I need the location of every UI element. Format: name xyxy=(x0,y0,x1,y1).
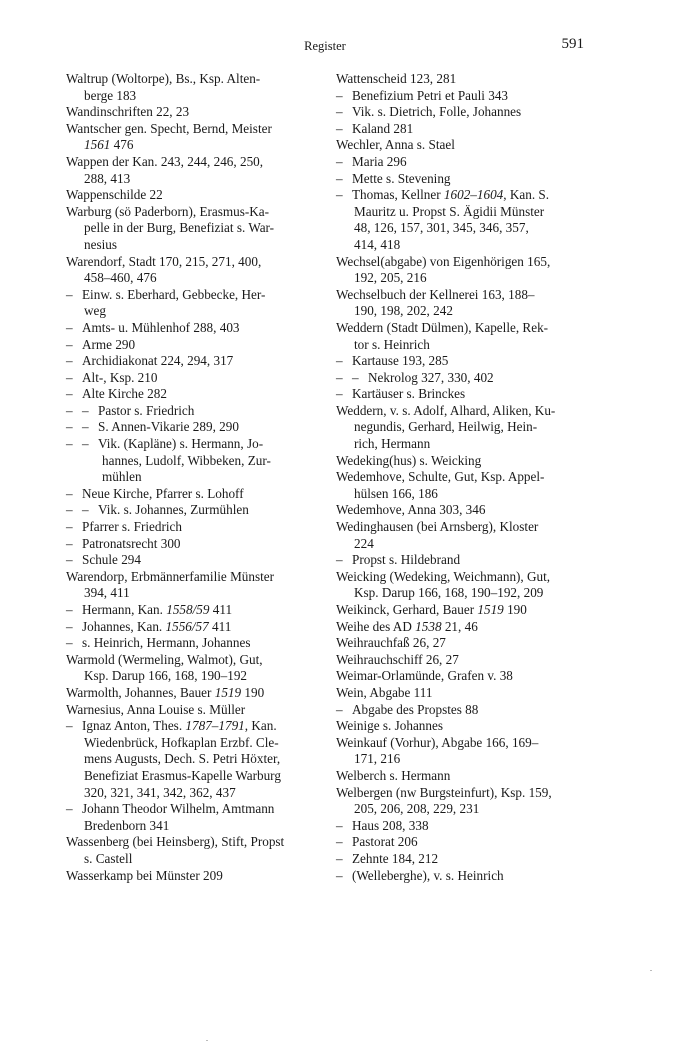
index-text: Kartäuser s. Brinckes xyxy=(352,386,466,402)
index-line xyxy=(336,585,588,602)
index-line xyxy=(66,287,318,304)
index-text: Weinkauf (Vorhur), Abgabe 166, 169– xyxy=(336,734,539,750)
subentry-dash: – xyxy=(336,834,343,850)
index-line xyxy=(66,303,318,320)
index-column-right xyxy=(336,71,588,884)
index-line xyxy=(66,88,318,105)
index-line xyxy=(336,104,588,121)
index-text: Hermann, Kan. 1558/59 411 xyxy=(82,602,233,617)
index-text: 190, 198, 202, 242 xyxy=(354,303,453,319)
index-text: Wechsel(abgabe) von Eigenhörigen 165, xyxy=(336,253,551,269)
index-text: Neue Kirche, Pfarrer s. Lohoff xyxy=(82,485,244,501)
subentry-dash: – xyxy=(82,436,89,452)
index-text: Alte Kirche 282 xyxy=(82,386,167,402)
index-text: Weddern, v. s. Adolf, Alhard, Aliken, Ku- xyxy=(336,402,556,418)
index-text: s. Heinrich, Hermann, Johannes xyxy=(82,635,251,651)
page-number: 591 xyxy=(561,36,584,52)
index-text: Schule 294 xyxy=(82,552,141,568)
index-text: Ksp. Darup 166, 168, 190–192 xyxy=(84,668,248,684)
index-line xyxy=(66,121,318,138)
index-line xyxy=(66,419,318,436)
subentry-dash: – xyxy=(66,519,73,535)
index-line xyxy=(66,320,318,337)
index-text: Waltrup (Woltorpe), Bs., Ksp. Alten- xyxy=(66,71,261,86)
index-line xyxy=(66,652,318,669)
index-text: Patronatsrecht 300 xyxy=(82,535,181,551)
subentry-dash: – xyxy=(66,319,73,335)
subentry-dash: – xyxy=(82,419,89,435)
index-text: Welbergen (nw Burgsteinfurt), Ksp. 159, xyxy=(336,784,552,800)
index-text: Mette s. Stevening xyxy=(352,170,451,186)
index-line xyxy=(336,187,588,204)
index-text: Wechler, Anna s. Stael xyxy=(336,137,455,153)
index-text: Wandinschriften 22, 23 xyxy=(66,104,190,120)
index-line xyxy=(66,536,318,553)
index-text: Weddern (Stadt Dülmen), Kapelle, Rek- xyxy=(336,319,549,335)
index-text: Weihrauchschiff 26, 27 xyxy=(336,651,459,667)
index-line xyxy=(66,204,318,221)
index-line xyxy=(336,519,588,536)
index-text: Wedemhove, Anna 303, 346 xyxy=(336,502,486,518)
index-line xyxy=(66,619,318,636)
index-text: Ignaz Anton, Thes. 1787–1791, Kan. xyxy=(82,718,277,734)
subentry-dash: – xyxy=(336,120,343,136)
index-line xyxy=(66,602,318,619)
subentry-dash: – xyxy=(66,801,73,817)
index-line xyxy=(336,785,588,802)
index-line xyxy=(336,834,588,851)
index-line xyxy=(336,137,588,154)
index-text: Weihe des AD 1538 21, 46 xyxy=(336,618,478,634)
index-line xyxy=(66,585,318,602)
index-line xyxy=(66,702,318,719)
index-text: hülsen 166, 186 xyxy=(354,485,438,501)
index-line xyxy=(66,270,318,287)
index-line xyxy=(66,818,318,835)
index-line xyxy=(336,88,588,105)
index-text: Wein, Abgabe 111 xyxy=(336,684,433,700)
subentry-dash: – xyxy=(336,386,343,402)
index-text: Vik. (Kapläne) s. Hermann, Jo- xyxy=(98,436,264,452)
subentry-dash: – xyxy=(66,353,73,369)
index-line xyxy=(66,171,318,188)
subentry-dash: – xyxy=(336,552,343,568)
index-text: Archidiakonat 224, 294, 317 xyxy=(82,353,234,369)
index-line xyxy=(336,436,588,453)
index-line xyxy=(66,668,318,685)
index-text: Pastor s. Friedrich xyxy=(98,402,195,418)
index-text: 224 xyxy=(354,535,374,551)
subentry-dash: – xyxy=(66,502,73,518)
index-line xyxy=(336,751,588,768)
index-line xyxy=(336,270,588,287)
index-text: Haus 208, 338 xyxy=(352,817,429,833)
index-line xyxy=(336,121,588,138)
index-text: Vik. s. Dietrich, Folle, Johannes xyxy=(352,104,522,120)
index-text: 1561 476 xyxy=(84,137,134,153)
index-text: 320, 321, 341, 342, 362, 437 xyxy=(84,784,236,800)
index-text: Warburg (sö Paderborn), Erasmus-Ka- xyxy=(66,203,270,219)
index-line xyxy=(66,519,318,536)
index-text: Kartause 193, 285 xyxy=(352,353,449,369)
index-line xyxy=(66,137,318,154)
index-line xyxy=(66,718,318,735)
subentry-dash: – xyxy=(82,402,89,418)
index-line xyxy=(336,237,588,254)
scan-speck xyxy=(650,970,652,971)
subentry-dash: – xyxy=(336,369,343,385)
index-line xyxy=(66,735,318,752)
index-line xyxy=(336,204,588,221)
index-text: 394, 411 xyxy=(84,585,130,601)
index-text: Abgabe des Propstes 88 xyxy=(352,701,479,717)
index-line xyxy=(336,552,588,569)
index-line xyxy=(336,419,588,436)
index-line xyxy=(66,154,318,171)
index-line xyxy=(336,619,588,636)
index-line xyxy=(66,436,318,453)
index-text: Wechselbuch der Kellnerei 163, 188– xyxy=(336,286,535,302)
index-text: Welberch s. Hermann xyxy=(336,767,451,783)
index-text: Warmold (Wermeling, Walmot), Gut, xyxy=(66,651,263,667)
index-text: Propst s. Hildebrand xyxy=(352,552,461,568)
index-text: 288, 413 xyxy=(84,170,131,186)
index-text: Weinige s. Johannes xyxy=(336,718,443,734)
index-line xyxy=(336,801,588,818)
index-line xyxy=(66,834,318,851)
index-text: Benefizium Petri et Pauli 343 xyxy=(352,87,509,103)
index-line xyxy=(66,337,318,354)
index-text: Wedeking(hus) s. Weicking xyxy=(336,452,482,468)
index-line xyxy=(66,502,318,519)
index-text: nesius xyxy=(84,236,117,252)
subentry-dash: – xyxy=(336,850,343,866)
index-line xyxy=(336,635,588,652)
subentry-dash: – xyxy=(66,286,73,302)
subentry-dash: – xyxy=(336,170,343,186)
index-text: Alt-, Ksp. 210 xyxy=(82,369,158,385)
index-text: Vik. s. Johannes, Zurmühlen xyxy=(98,502,249,518)
index-text: hannes, Ludolf, Wibbeken, Zur- xyxy=(102,452,271,468)
index-text: 414, 418 xyxy=(354,236,401,252)
index-line xyxy=(336,652,588,669)
index-text: Wantscher gen. Specht, Bernd, Meister xyxy=(66,120,272,136)
index-text: 48, 126, 157, 301, 345, 346, 357, xyxy=(354,220,529,236)
subentry-dash: – xyxy=(66,618,73,634)
index-line xyxy=(66,469,318,486)
subentry-dash: – xyxy=(66,419,73,435)
index-text: Wasserkamp bei Münster 209 xyxy=(66,867,223,883)
subentry-dash: – xyxy=(66,718,73,734)
index-line xyxy=(336,353,588,370)
index-line xyxy=(66,552,318,569)
index-line xyxy=(336,287,588,304)
index-text: Johann Theodor Wilhelm, Amtmann xyxy=(82,801,275,817)
index-text: 192, 205, 216 xyxy=(354,270,427,286)
index-text: Thomas, Kellner 1602–1604, Kan. S. xyxy=(352,187,550,203)
subentry-dash: – xyxy=(66,386,73,402)
subentry-dash: – xyxy=(336,187,343,203)
index-line xyxy=(66,868,318,885)
index-text: Zehnte 184, 212 xyxy=(352,850,439,866)
index-line xyxy=(336,818,588,835)
subentry-dash: – xyxy=(336,104,343,120)
index-line xyxy=(336,685,588,702)
index-text: Wattenscheid 123, 281 xyxy=(336,71,457,86)
index-text: Wappen der Kan. 243, 244, 246, 250, xyxy=(66,153,264,169)
page-header xyxy=(66,36,584,56)
index-text: Amts- u. Mühlenhof 288, 403 xyxy=(82,319,240,335)
index-line xyxy=(336,220,588,237)
index-line xyxy=(336,668,588,685)
index-line xyxy=(66,370,318,387)
index-line xyxy=(336,469,588,486)
subentry-dash: – xyxy=(336,153,343,169)
index-text: Warendorf, Stadt 170, 215, 271, 400, xyxy=(66,253,262,269)
index-text: Wedinghausen (bei Arnsberg), Kloster xyxy=(336,519,539,535)
subentry-dash: – xyxy=(336,87,343,103)
index-line xyxy=(336,320,588,337)
subentry-dash: – xyxy=(66,535,73,551)
subentry-dash: – xyxy=(66,485,73,501)
index-text: Wedemhove, Schulte, Gut, Ksp. Appel- xyxy=(336,469,545,485)
index-line xyxy=(66,569,318,586)
index-line xyxy=(66,685,318,702)
index-line xyxy=(66,104,318,121)
index-line xyxy=(66,187,318,204)
index-text: Maria 296 xyxy=(352,153,407,169)
index-text: Weicking (Wedeking, Weichmann), Gut, xyxy=(336,568,551,584)
index-text: Mauritz u. Propst S. Ägidii Münster xyxy=(354,203,545,219)
index-text: Kaland 281 xyxy=(352,120,414,136)
index-text: Arme 290 xyxy=(82,336,136,352)
index-text: rich, Hermann xyxy=(354,436,431,452)
subentry-dash: – xyxy=(66,602,73,617)
index-line xyxy=(336,71,588,88)
index-line xyxy=(336,768,588,785)
index-text: s. Castell xyxy=(84,850,133,866)
index-line xyxy=(336,370,588,387)
index-text: tor s. Heinrich xyxy=(354,336,430,352)
subentry-dash: – xyxy=(82,502,89,518)
index-line xyxy=(66,768,318,785)
index-text: pelle in der Burg, Benefiziat s. War- xyxy=(84,220,275,236)
index-line xyxy=(336,868,588,885)
index-text: Weihrauchfaß 26, 27 xyxy=(336,635,446,651)
subentry-dash: – xyxy=(352,369,359,385)
subentry-dash: – xyxy=(66,436,73,452)
index-line xyxy=(336,171,588,188)
index-line xyxy=(66,635,318,652)
index-text: Nekrolog 327, 330, 402 xyxy=(368,369,494,385)
index-line xyxy=(66,237,318,254)
subentry-dash: – xyxy=(336,817,343,833)
index-text: weg xyxy=(84,303,106,319)
subentry-dash: – xyxy=(66,369,73,385)
index-text: Benefiziat Erasmus-Kapelle Warburg xyxy=(84,767,281,783)
index-text: Johannes, Kan. 1556/57 411 xyxy=(82,618,232,634)
index-line xyxy=(336,254,588,271)
index-line xyxy=(66,353,318,370)
index-text: (Welleberghe), v. s. Heinrich xyxy=(352,867,504,883)
index-line xyxy=(66,785,318,802)
index-line xyxy=(336,735,588,752)
index-text: Weimar-Orlamünde, Grafen v. 38 xyxy=(336,668,513,684)
index-line xyxy=(336,403,588,420)
index-line xyxy=(66,220,318,237)
index-line xyxy=(336,453,588,470)
index-line xyxy=(336,702,588,719)
index-line xyxy=(336,718,588,735)
index-text: negundis, Gerhard, Heilwig, Hein- xyxy=(354,419,538,435)
index-line xyxy=(336,502,588,519)
subentry-dash: – xyxy=(336,867,343,883)
index-line xyxy=(66,851,318,868)
running-title: Register xyxy=(304,39,346,53)
index-line xyxy=(336,154,588,171)
index-text: S. Annen-Vikarie 289, 290 xyxy=(98,419,239,435)
index-line xyxy=(66,403,318,420)
index-line xyxy=(336,486,588,503)
index-text: Warnesius, Anna Louise s. Müller xyxy=(66,701,246,717)
index-text: Weikinck, Gerhard, Bauer 1519 190 xyxy=(336,602,527,617)
index-text: mühlen xyxy=(102,469,142,485)
scan-speck xyxy=(206,1040,208,1041)
index-line xyxy=(66,254,318,271)
index-text: Pfarrer s. Friedrich xyxy=(82,519,182,535)
subentry-dash: – xyxy=(66,402,73,418)
index-line xyxy=(66,71,318,88)
index-column-left xyxy=(66,71,318,884)
index-text: Ksp. Darup 166, 168, 190–192, 209 xyxy=(354,585,544,601)
index-line xyxy=(336,303,588,320)
subentry-dash: – xyxy=(336,701,343,717)
index-text: Warendorp, Erbmännerfamilie Münster xyxy=(66,568,275,584)
index-line xyxy=(336,386,588,403)
subentry-dash: – xyxy=(336,353,343,369)
index-text: 458–460, 476 xyxy=(84,270,157,286)
index-line xyxy=(66,751,318,768)
index-text: Wiedenbrück, Hofkaplan Erzbf. Cle- xyxy=(84,734,279,750)
index-line xyxy=(336,602,588,619)
index-text: Einw. s. Eberhard, Gebbecke, Her- xyxy=(82,286,266,302)
index-line xyxy=(336,851,588,868)
index-line xyxy=(66,486,318,503)
subentry-dash: – xyxy=(66,635,73,651)
index-text: Warmolth, Johannes, Bauer 1519 190 xyxy=(66,684,265,700)
subentry-dash: – xyxy=(66,336,73,352)
index-text: berge 183 xyxy=(84,87,137,103)
index-line xyxy=(336,337,588,354)
subentry-dash: – xyxy=(66,552,73,568)
index-line xyxy=(66,453,318,470)
index-text: 171, 216 xyxy=(354,751,401,767)
index-text: mens Augusts, Dech. S. Petri Höxter, xyxy=(84,751,281,767)
index-text: Wappenschilde 22 xyxy=(66,187,163,203)
index-text: Bredenborn 341 xyxy=(84,817,170,833)
index-line xyxy=(66,386,318,403)
index-text: Pastorat 206 xyxy=(352,834,418,850)
index-line xyxy=(66,801,318,818)
index-text: Wassenberg (bei Heinsberg), Stift, Propst xyxy=(66,834,285,850)
index-text: 205, 206, 208, 229, 231 xyxy=(354,801,480,817)
index-line xyxy=(336,569,588,586)
index-line xyxy=(336,536,588,553)
